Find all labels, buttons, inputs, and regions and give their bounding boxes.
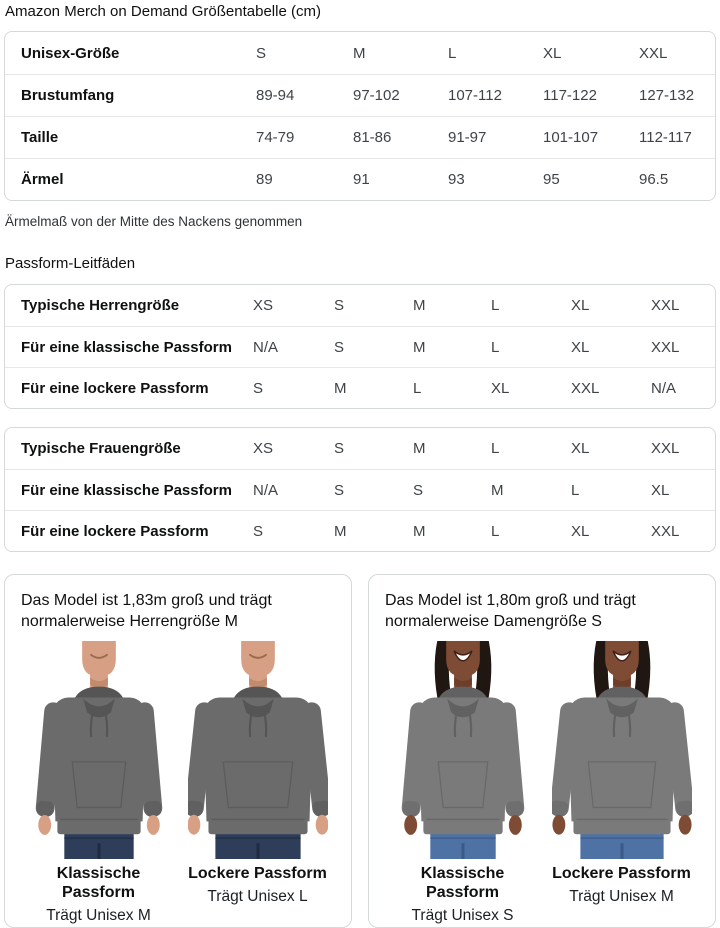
row-label: Für eine klassische Passform (5, 326, 253, 367)
size-cell: S (253, 367, 334, 408)
measure-cell: 95 (543, 158, 639, 200)
size-cell: L (491, 440, 500, 457)
size-cell: M (413, 510, 491, 551)
row-label: Typische Herrengröße (21, 297, 180, 314)
measure-cell: 81-86 (353, 116, 448, 158)
model-photo-male-loose (188, 641, 328, 859)
model-photo-female-classic (393, 641, 533, 859)
model-figure (180, 641, 335, 925)
mens-fit-table (4, 284, 716, 409)
size-cell: XS (253, 297, 274, 314)
womens-model-card (368, 574, 716, 928)
size-cell: M (413, 440, 426, 457)
measure-cell: 107-112 (448, 74, 543, 116)
size-cell: L (413, 367, 491, 408)
womens-fit-table (4, 427, 716, 552)
size-cell: N/A (253, 469, 334, 510)
row-label: Brustumfang (5, 74, 256, 116)
size-cell: M (491, 469, 571, 510)
size-cell: N/A (253, 326, 334, 367)
size-cell: XL (491, 367, 571, 408)
size-cell: XS (253, 440, 274, 457)
size-cell: S (334, 326, 413, 367)
fit-type-label: Klassische Passform (56, 865, 141, 901)
size-cell: S (413, 469, 491, 510)
measure-cell: 89 (256, 158, 353, 200)
row-label: Typische Frauengröße (21, 440, 181, 457)
measure-cell: 89-94 (256, 74, 353, 116)
size-cell: XXL (651, 510, 716, 551)
size-cell: XL (571, 326, 651, 367)
size-cell: M (353, 44, 366, 62)
size-cell: XXL (651, 326, 716, 367)
measure-cell: 96.5 (639, 158, 716, 200)
wears-size-label: Trägt Unisex M (569, 888, 674, 905)
measure-cell: 91 (353, 158, 448, 200)
fit-guides-title: Passform-Leitfäden (5, 255, 136, 272)
table-row (5, 510, 716, 551)
size-cell: XXL (571, 367, 651, 408)
size-cell: N/A (651, 367, 716, 408)
measure-cell: 101-107 (543, 116, 639, 158)
row-label: Taille (5, 116, 256, 158)
size-cell: S (256, 44, 267, 62)
table-row (5, 74, 716, 116)
measure-cell: 91-97 (448, 116, 543, 158)
page-title: Amazon Merch on Demand Größentabelle (cm) (5, 3, 321, 20)
row-label: Ärmel (5, 158, 256, 200)
table-row (5, 116, 716, 158)
model-cards-row (4, 574, 716, 928)
row-label: Unisex-Größe (21, 44, 120, 62)
size-cell: XL (651, 469, 716, 510)
sleeve-measure-note: Ärmelmaß von der Mitte des Nackens genommen (5, 214, 303, 229)
table-row (5, 158, 716, 200)
size-cell: L (491, 510, 571, 551)
table-row (5, 428, 716, 469)
table-row (5, 32, 716, 74)
size-cell: L (491, 326, 571, 367)
measure-cell: 112-117 (639, 116, 716, 158)
model-figure (385, 641, 540, 925)
size-cell: XL (571, 510, 651, 551)
table-row (5, 469, 716, 510)
measure-cell: 117-122 (543, 74, 639, 116)
size-cell: M (334, 367, 413, 408)
measure-cell: 97-102 (353, 74, 448, 116)
table-row (5, 326, 716, 367)
measure-cell: 127-132 (639, 74, 716, 116)
table-row (5, 367, 716, 408)
size-cell: M (334, 510, 413, 551)
size-cell: M (413, 297, 426, 314)
mens-model-card (4, 574, 352, 928)
size-cell: XXL (651, 440, 680, 457)
size-cell: XXL (651, 297, 680, 314)
measure-cell: 93 (448, 158, 543, 200)
size-cell: S (334, 297, 345, 314)
measure-cell: 74-79 (256, 116, 353, 158)
model-card-heading: Das Model ist 1,80m groß und trägt normalerweise Damengröße S (385, 592, 636, 630)
row-label: Für eine klassische Passform (5, 469, 253, 510)
model-figure (21, 641, 176, 925)
size-cell: L (491, 297, 500, 314)
model-card-heading: Das Model ist 1,83m groß und trägt normalerweise Herrengröße M (21, 592, 272, 630)
size-cell: L (571, 469, 651, 510)
size-cell: L (448, 44, 457, 62)
row-label: Für eine lockere Passform (5, 510, 253, 551)
size-cell: XXL (639, 44, 668, 62)
size-cell: XL (571, 297, 590, 314)
wears-size-label: Trägt Unisex M (46, 907, 151, 924)
fit-type-label: Klassische Passform (420, 865, 505, 901)
model-photo-female-loose (552, 641, 692, 859)
size-cell: M (413, 326, 491, 367)
size-cell: XL (571, 440, 590, 457)
size-cell: XL (543, 44, 562, 62)
size-cell: S (334, 469, 413, 510)
size-cell: S (334, 440, 345, 457)
model-photo-male-classic (29, 641, 169, 859)
model-figure (544, 641, 699, 925)
row-label: Für eine lockere Passform (5, 367, 253, 408)
wears-size-label: Trägt Unisex S (411, 907, 514, 924)
wears-size-label: Trägt Unisex L (207, 888, 308, 905)
fit-type-label: Lockere Passform (188, 865, 327, 882)
fit-type-label: Lockere Passform (552, 865, 691, 882)
table-row (5, 285, 716, 326)
size-cell: S (253, 510, 334, 551)
unisex-size-table (4, 31, 716, 201)
